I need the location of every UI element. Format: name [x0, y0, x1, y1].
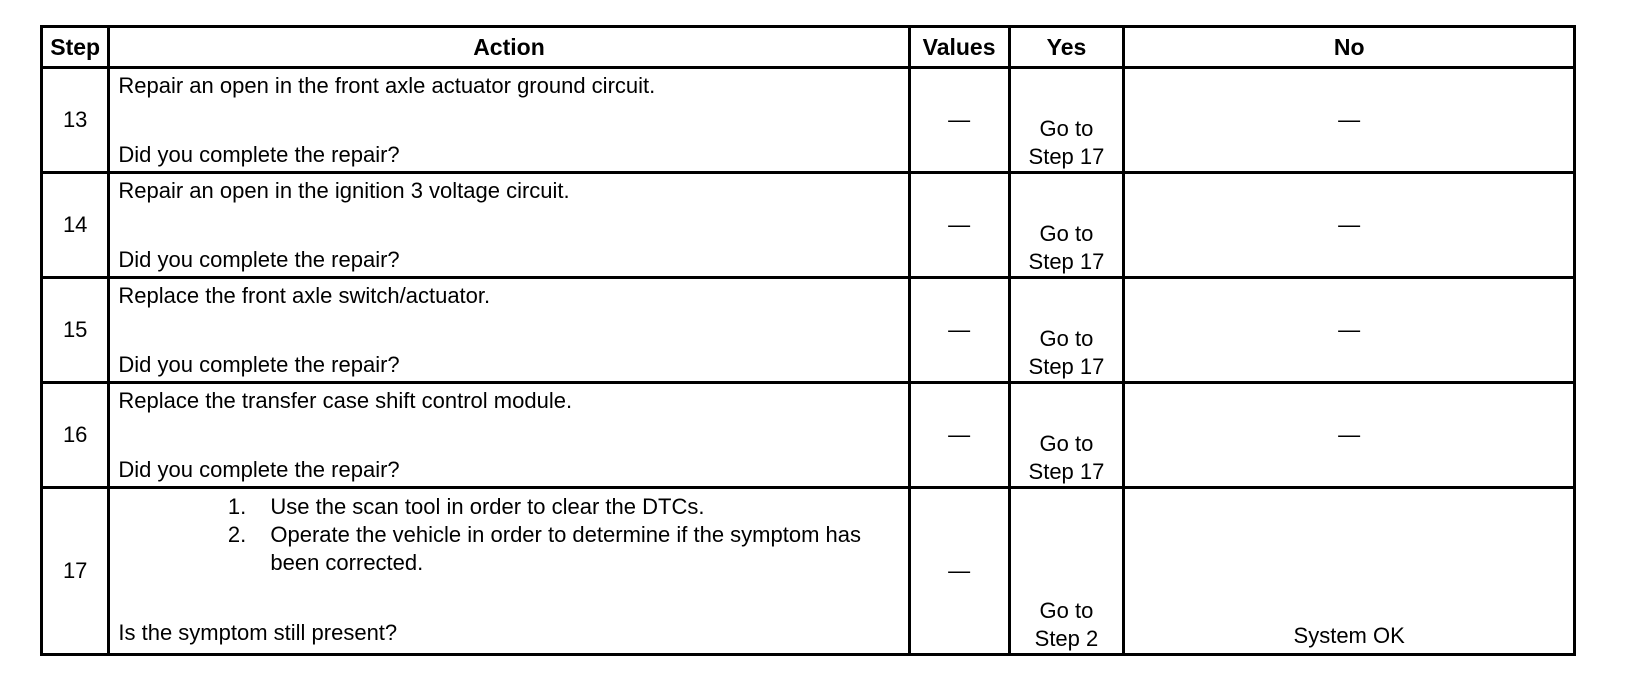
yes-link[interactable]: Go to Step 17: [1028, 326, 1105, 379]
yes-link[interactable]: Go to Step 2: [1034, 598, 1099, 651]
action-instruction: Replace the transfer case shift control module.: [118, 388, 573, 413]
yes-cell: [1009, 383, 1124, 488]
action-cell: [109, 68, 909, 173]
action-cell: [109, 173, 909, 278]
diagnostic-table: [40, 25, 1576, 656]
step-number: 17: [42, 488, 109, 655]
table-row: [42, 278, 1575, 383]
yes-link[interactable]: Go to Step 17: [1028, 116, 1105, 169]
header-no: No: [1124, 27, 1575, 68]
step-number: 13: [42, 68, 109, 173]
table-row: [42, 173, 1575, 278]
action-question: Is the symptom still present?: [118, 620, 398, 645]
yes-link[interactable]: Go to Step 17: [1028, 221, 1105, 274]
substep-item: 2. Operate the vehicle in order to determine if the symptom has been corrected.: [252, 521, 899, 577]
values-cell: —: [909, 488, 1009, 655]
yes-cell: [1009, 173, 1124, 278]
action-cell: [109, 278, 909, 383]
substep-item: 1. Use the scan tool in order to clear the DTCs.: [252, 493, 899, 521]
header-yes: Yes: [1009, 27, 1124, 68]
values-cell: —: [909, 173, 1009, 278]
header-row: [42, 27, 1575, 68]
yes-link[interactable]: Go to Step 17: [1028, 431, 1105, 484]
yes-cell: [1009, 278, 1124, 383]
step-number: 16: [42, 383, 109, 488]
action-cell: [109, 383, 909, 488]
table-row: [42, 488, 1575, 655]
action-instruction: Repair an open in the ignition 3 voltage circuit.: [118, 178, 570, 203]
header-values: Values: [909, 27, 1009, 68]
step-number: 14: [42, 173, 109, 278]
table-row: [42, 383, 1575, 488]
no-cell: —: [1124, 68, 1575, 173]
action-question: Did you complete the repair?: [118, 457, 400, 482]
step-number: 15: [42, 278, 109, 383]
substep-list: [118, 493, 899, 577]
action-question: Did you complete the repair?: [118, 352, 400, 377]
no-cell: —: [1124, 278, 1575, 383]
yes-cell: [1009, 488, 1124, 655]
action-cell: [109, 488, 909, 655]
action-question: Did you complete the repair?: [118, 142, 400, 167]
header-step: Step: [42, 27, 109, 68]
values-cell: —: [909, 383, 1009, 488]
no-cell: —: [1124, 173, 1575, 278]
action-instruction: Replace the front axle switch/actuator.: [118, 283, 491, 308]
action-instruction: Repair an open in the front axle actuator ground circuit.: [118, 73, 656, 98]
table-row: [42, 68, 1575, 173]
header-action: Action: [109, 27, 909, 68]
action-question: Did you complete the repair?: [118, 247, 400, 272]
yes-cell: [1009, 68, 1124, 173]
values-cell: —: [909, 278, 1009, 383]
no-cell: —: [1124, 383, 1575, 488]
no-cell: System OK: [1124, 488, 1575, 655]
values-cell: —: [909, 68, 1009, 173]
